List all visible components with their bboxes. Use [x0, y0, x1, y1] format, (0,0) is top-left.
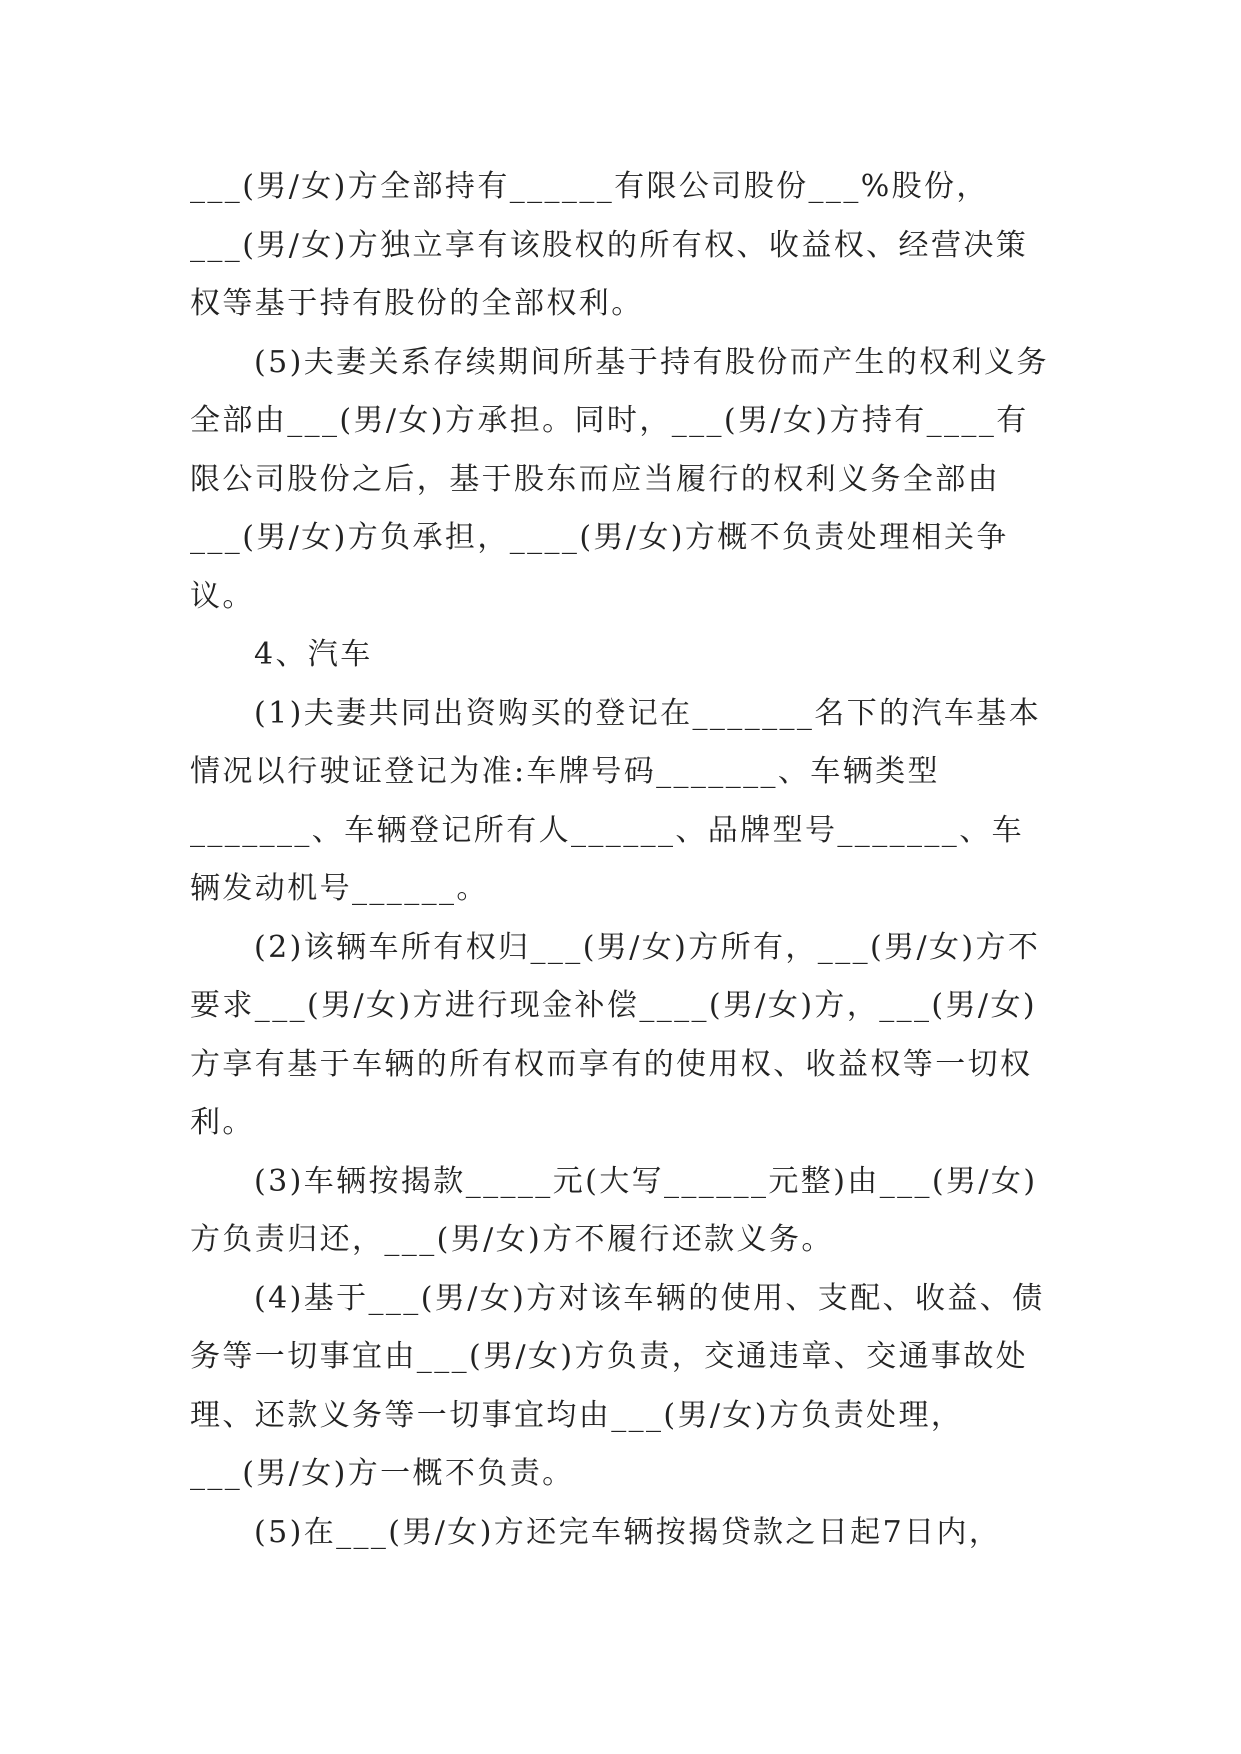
paragraph-equity-obligations: (5)夫妻关系存续期间所基于持有股份而产生的权利义务全部由___(男/女)方承担。同时，___(男/女)方持有____有限公司股份之后，基于股东而应当履行的权利义务全部由___(男/女)方负承担，____(男/女)方概不负责处理相关争议。	[190, 344, 1049, 614]
paragraph-car-loan-completion: (5)在___(男/女)方还完车辆按揭贷款之日起7日内，	[254, 1514, 1002, 1550]
paragraph-car-mortgage: (3)车辆按揭款_____元(大写______元整)由___(男/女)方负责归还，___(男/女)方不履行还款义务。	[190, 1163, 1038, 1257]
paragraph-equity-ownership: ___(男/女)方全部持有______有限公司股份___%股份，___(男/女)方独立享有该股权的所有权、收益权、经营决策权等基于持有股份的全部权利。	[190, 169, 1029, 321]
paragraph-car-ownership: (2)该辆车所有权归___(男/女)方所有，___(男/女)方不要求___(男/女)方进行现金补偿____(男/女)方，___(男/女)方享有基于车辆的所有权而享有的使用权、收益权等一切权利。	[190, 929, 1041, 1140]
paragraph-car-registration: (1)夫妻共同出资购买的登记在_______名下的汽车基本情况以行驶证登记为准:车牌号码_______、车辆类型_______、车辆登记所有人______、品牌型号_______、车辆发动机号______。	[190, 695, 1042, 906]
section-heading-car: 4、汽车	[254, 637, 373, 672]
paragraph-car-responsibility: (4)基于___(男/女)方对该车辆的使用、支配、收益、债务等一切事宜由___(男/女)方负责，交通违章、交通事故处理、还款义务等一切事宜均由___(男/女)方负责处理，___(男/女)方一概不负责。	[190, 1280, 1045, 1491]
document-body	[190, 158, 1050, 1562]
